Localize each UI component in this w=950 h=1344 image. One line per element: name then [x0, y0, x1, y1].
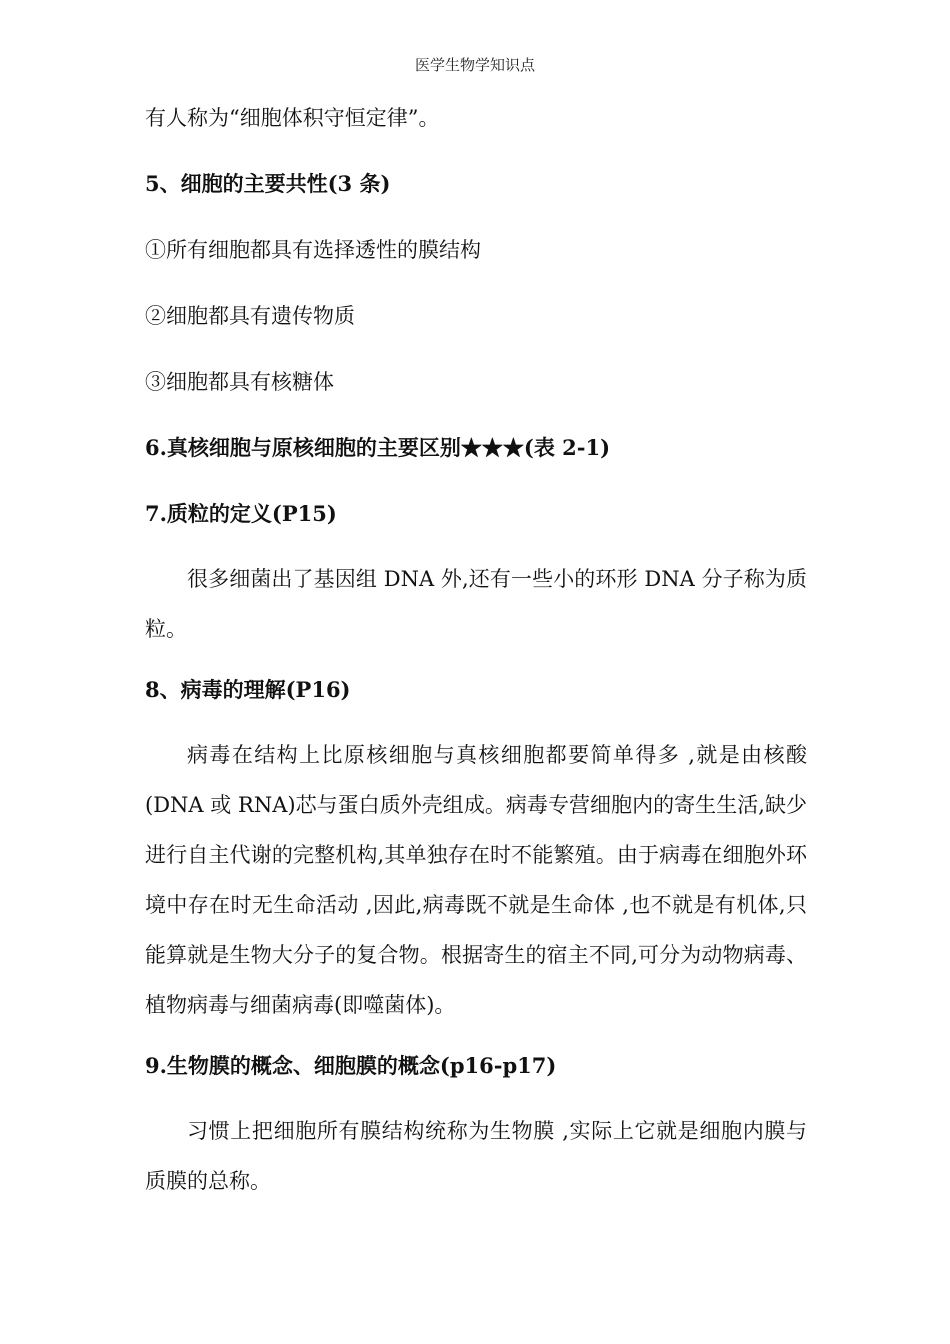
section-7-paragraph: 很多细菌出了基因组 DNA 外,还有一些小的环形 DNA 分子称为质粒。 [145, 567, 807, 641]
section-9-heading: 9.生物膜的概念、细胞膜的概念(p16-p17) [145, 1053, 557, 1078]
section-5-heading: 5、细胞的主要共性(3 条) [145, 171, 391, 196]
section-5-item-2: ②细胞都具有遗传物质 [145, 304, 355, 328]
intro-line: 有人称为“细胞体积守恒定律”。 [145, 106, 440, 130]
page-content [145, 100, 807, 1206]
section-5-item-3: ③细胞都具有核糖体 [145, 370, 334, 394]
section-8-heading: 8、病毒的理解(P16) [145, 677, 351, 702]
section-5-item-1: ①所有细胞都具有选择透性的膜结构 [145, 238, 481, 262]
section-6-heading: 6.真核细胞与原核细胞的主要区别★★★(表 2-1) [145, 435, 611, 460]
section-8-paragraph: 病毒在结构上比原核细胞与真核细胞都要简单得多 ,就是由核酸(DNA 或 RNA)芯与蛋白质外壳组成。病毒专营细胞内的寄生生活,缺少进行自主代谢的完整机构,其单独存在时不能繁殖。由于病毒在细胞外环境中存在时无生命活动 ,因此,病毒既不就是生命体 ,也不就是有机体,只能算就是生物大分子的复合物。根据寄生的宿主不同,可分为动物病毒、植物病毒与细菌病毒(即噬菌体)。 [145, 743, 807, 1017]
page-header: 医学生物学知识点 [414, 56, 535, 74]
section-9-paragraph: 习惯上把细胞所有膜结构统称为生物膜 ,实际上它就是细胞内膜与质膜的总称。 [145, 1119, 807, 1193]
section-7-heading: 7.质粒的定义(P15) [145, 501, 337, 526]
